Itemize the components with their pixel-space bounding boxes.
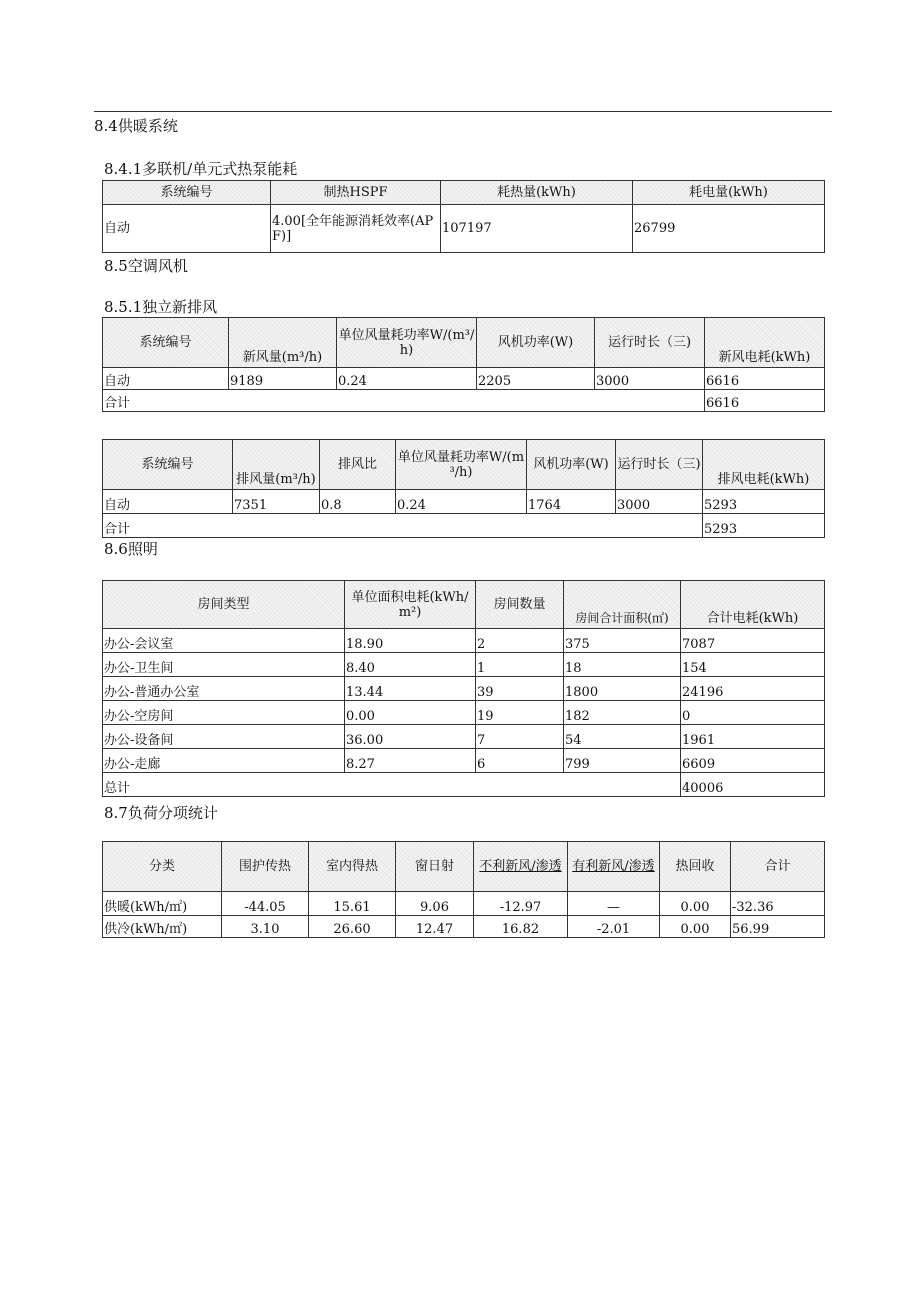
col-internal-gains: 室内得热 [309, 842, 396, 892]
cell-room-type: 办公-走廊 [103, 749, 345, 773]
cell-total-area: 1800 [564, 677, 681, 701]
total-label: 合计 [103, 514, 703, 538]
cell-fan-power: 1764 [527, 490, 616, 514]
cell-room-count: 19 [476, 701, 564, 725]
header-rule [94, 111, 832, 112]
cell-adverse-infiltration: 16.82 [474, 916, 568, 938]
col-exhaust-air-volume: 排风量(m³/h) [233, 440, 320, 490]
col-heat-consumption: 耗热量(kWh) [441, 181, 633, 205]
cell-envelope-heat-transfer: -44.05 [222, 892, 309, 916]
table-row [103, 490, 825, 514]
cell-unit-area-energy: 8.27 [345, 749, 476, 773]
section-8-5-1-title: 8.5.1独立新排风 [104, 298, 218, 316]
cell-system-id: 自动 [103, 368, 229, 390]
cell-room-count: 1 [476, 653, 564, 677]
col-fan-power: 风机功率(W) [527, 440, 616, 490]
exhaust-air-table [102, 439, 825, 538]
col-power-consumption: 耗电量(kWh) [633, 181, 825, 205]
col-room-count: 房间数量 [476, 581, 564, 629]
fresh-air-table [102, 317, 825, 412]
cell-room-type: 办公-卫生间 [103, 653, 345, 677]
cell-exhaust-air-energy: 5293 [703, 490, 825, 514]
cell-heat-consumption: 107197 [441, 205, 633, 253]
total-value: 6616 [705, 390, 825, 412]
total-row [103, 514, 825, 538]
col-category: 分类 [103, 842, 222, 892]
cell-unit-fan-power: 0.24 [396, 490, 527, 514]
total-value: 5293 [703, 514, 825, 538]
cell-beneficial-infiltration: — [568, 892, 660, 916]
col-total-area: 房间合计面积(㎡) [564, 581, 681, 629]
cell-room-type: 办公-普通办公室 [103, 677, 345, 701]
table-row [103, 725, 825, 749]
section-8-4-title: 8.4供暖系统 [94, 117, 178, 135]
section-8-4-1-title: 8.4.1多联机/单元式热泵能耗 [104, 160, 298, 178]
cell-total-energy: 0 [681, 701, 825, 725]
col-unit-fan-power: 单位风量耗功率W/(m³/h) [396, 440, 527, 490]
cell-system-id: 自动 [103, 205, 271, 253]
cell-heat-recovery: 0.00 [660, 892, 731, 916]
col-system-id: 系统编号 [103, 318, 229, 368]
col-solar-radiation: 窗日射 [396, 842, 474, 892]
cell-power-consumption: 26799 [633, 205, 825, 253]
section-8-6-title: 8.6照明 [104, 540, 158, 558]
heat-pump-energy-table [102, 180, 825, 253]
cell-fresh-air-energy: 6616 [705, 368, 825, 390]
table-row [103, 629, 825, 653]
table-row [103, 749, 825, 773]
col-unit-fan-power: 单位风量耗功率W/(m³/h) [337, 318, 477, 368]
col-fan-power: 风机功率(W) [477, 318, 595, 368]
load-breakdown-table [102, 841, 825, 938]
cell-unit-area-energy: 8.40 [345, 653, 476, 677]
col-exhaust-ratio: 排风比 [320, 440, 396, 490]
cell-beneficial-infiltration: -2.01 [568, 916, 660, 938]
total-row [103, 773, 825, 797]
cell-category: 供暖(kWh/㎡) [103, 892, 222, 916]
cell-category: 供冷(kWh/㎡) [103, 916, 222, 938]
cell-unit-area-energy: 18.90 [345, 629, 476, 653]
cell-exhaust-ratio: 0.8 [320, 490, 396, 514]
table-row [103, 205, 825, 253]
cell-heat-recovery: 0.00 [660, 916, 731, 938]
cell-total: -32.36 [731, 892, 825, 916]
section-8-7-title: 8.7负荷分项统计 [104, 804, 218, 822]
table-row [103, 677, 825, 701]
col-fresh-air-energy: 新风电耗(kWh) [705, 318, 825, 368]
cell-solar-radiation: 9.06 [396, 892, 474, 916]
col-system-id: 系统编号 [103, 181, 271, 205]
total-value: 40006 [681, 773, 825, 797]
col-unit-area-energy: 单位面积电耗(kWh/m²) [345, 581, 476, 629]
total-label: 总计 [103, 773, 681, 797]
cell-run-hours: 3000 [595, 368, 705, 390]
cell-total-area: 182 [564, 701, 681, 725]
col-system-id: 系统编号 [103, 440, 233, 490]
cell-total-energy: 24196 [681, 677, 825, 701]
cell-room-count: 6 [476, 749, 564, 773]
cell-fan-power: 2205 [477, 368, 595, 390]
cell-room-type: 办公-空房间 [103, 701, 345, 725]
cell-unit-area-energy: 13.44 [345, 677, 476, 701]
col-exhaust-air-energy: 排风电耗(kWh) [703, 440, 825, 490]
cell-total: 56.99 [731, 916, 825, 938]
col-hspf: 制热HSPF [271, 181, 441, 205]
table-row [103, 892, 825, 916]
cell-envelope-heat-transfer: 3.10 [222, 916, 309, 938]
cell-total-area: 375 [564, 629, 681, 653]
cell-total-energy: 154 [681, 653, 825, 677]
total-row [103, 390, 825, 412]
col-adverse-infiltration: 不利新风/渗透 [474, 842, 568, 892]
cell-fresh-air-volume: 9189 [229, 368, 337, 390]
col-beneficial-infiltration: 有利新风/渗透 [568, 842, 660, 892]
total-label: 合计 [103, 390, 705, 412]
table-row [103, 916, 825, 938]
table-row [103, 653, 825, 677]
cell-system-id: 自动 [103, 490, 233, 514]
cell-hspf: 4.00[全年能源消耗效率(APF)] [271, 205, 441, 253]
cell-total-area: 799 [564, 749, 681, 773]
cell-unit-area-energy: 0.00 [345, 701, 476, 725]
cell-total-area: 54 [564, 725, 681, 749]
cell-internal-gains: 15.61 [309, 892, 396, 916]
cell-exhaust-air-volume: 7351 [233, 490, 320, 514]
cell-total-energy: 6609 [681, 749, 825, 773]
cell-solar-radiation: 12.47 [396, 916, 474, 938]
col-envelope-heat-transfer: 围护传热 [222, 842, 309, 892]
cell-total-energy: 7087 [681, 629, 825, 653]
col-run-hours: 运行时长（三) [595, 318, 705, 368]
cell-total-energy: 1961 [681, 725, 825, 749]
cell-total-area: 18 [564, 653, 681, 677]
table-row [103, 701, 825, 725]
col-total-energy: 合计电耗(kWh) [681, 581, 825, 629]
cell-room-count: 7 [476, 725, 564, 749]
cell-adverse-infiltration: -12.97 [474, 892, 568, 916]
cell-unit-fan-power: 0.24 [337, 368, 477, 390]
cell-room-type: 办公-设备间 [103, 725, 345, 749]
cell-internal-gains: 26.60 [309, 916, 396, 938]
cell-unit-area-energy: 36.00 [345, 725, 476, 749]
table-row [103, 368, 825, 390]
col-room-type: 房间类型 [103, 581, 345, 629]
section-8-5-title: 8.5空调风机 [104, 257, 188, 275]
cell-room-count: 2 [476, 629, 564, 653]
cell-room-count: 39 [476, 677, 564, 701]
col-fresh-air-volume: 新风量(m³/h) [229, 318, 337, 368]
cell-room-type: 办公-会议室 [103, 629, 345, 653]
cell-run-hours: 3000 [616, 490, 703, 514]
lighting-table [102, 580, 825, 797]
col-heat-recovery: 热回收 [660, 842, 731, 892]
col-total: 合计 [731, 842, 825, 892]
col-run-hours: 运行时长（三) [616, 440, 703, 490]
